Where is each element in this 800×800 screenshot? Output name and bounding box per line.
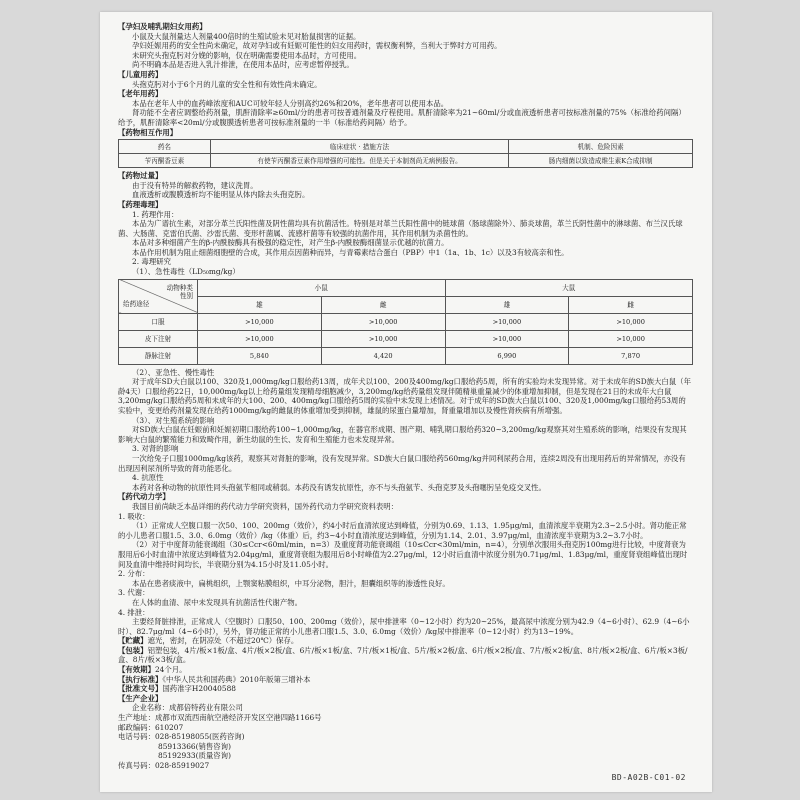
pk-absorption-text-2: （2）对于中度肾功能衰竭组（30≤Ccr<60ml/min，n=3）及重度肾功能衰竭组（10≤Ccr<30ml/min，n=4），分别单次服用头孢克肟100mg进行比较，中度肾衰为服用后6小时血清中浓度达到峰值为2.04μg/ml，重度肾衰组为服用后8小时峰值为2.27μg/ml，12小时后血清中浓度分别为0.71μg/ml、1.83μg/ml，重度肾衰组峰值出现时间及血清中维持时间均长，半衰期分别为4.15小时及11.05小时。 [118,540,688,569]
table-header-male: 雄 [198,296,322,313]
table-cell: >10,000 [198,313,322,330]
table-row [119,154,693,168]
table-header-rat: 大鼠 [445,279,693,296]
storage-text: 遮光，密封，在阴凉处（不超过20℃）保存。 [147,636,299,646]
manufacturer-fax: 传真号码：028-85919027 [118,761,210,770]
section-title-pk: 【药代动力学】 [118,492,170,502]
manufacturer-phone: 电话号码：028-85198055(医药咨询) [118,732,245,742]
package-line [118,646,693,665]
manufacturer-name: 企业名称：成都倍特药业有限公司 [132,703,243,713]
corner-label-sex: 性别 [179,292,193,301]
section-title-pregnancy: 【孕妇及哺乳期妇女用药】 [118,22,207,31]
table-cell: >10,000 [445,330,569,347]
table-header-mouse: 小鼠 [198,279,446,296]
standard-text: 《中华人民共和国药典》2010年版第三增补本 [162,674,311,684]
pharmacology-text-1: 本品为广谱抗生素，对部分革兰氏阳性菌及阴性菌均具有抗菌活性。特别是对革兰氏阳性菌中的链球菌（肠球菌除外）、肺炎球菌，革兰氏阴性菌中的淋球菌、布兰汉氏球菌、大肠菌、克雷伯氏菌、沙雷氏菌、变形杆菌属、流感杆菌等有较强的抗菌作用，其作用机制为杀菌性的。 [118,219,683,238]
section-title-package: 【包装】 [118,645,148,655]
pharmacology-text-2: 本品对多种细菌产生的β-内酰胺酶具有极强的稳定性，对产生β-内酰胺酶细菌显示优越的抗菌力。 [132,238,449,248]
section-title-approval: 【批准文号】 [118,684,163,694]
section-title-children: 【儿童用药】 [118,69,163,79]
table-cell: 4,420 [321,347,445,364]
drug-interaction-table [118,139,693,168]
table-header-row [119,296,693,313]
table-route-cell: 皮下注射 [119,330,198,347]
table-cell: >10,000 [321,313,445,330]
table-cell: 5,840 [198,347,322,364]
manufacturer-phone-sales: 85913366(销售咨询) [158,741,231,751]
table-cell: >10,000 [321,330,445,347]
table-row [119,330,693,347]
table-cell: >10,000 [569,313,693,330]
section-title-manufacturer: 【生产企业】 [118,693,163,703]
table-row [119,313,693,330]
section-title-interaction: 【药物相互作用】 [118,127,178,137]
section-title-elderly: 【老年用药】 [118,89,163,99]
kidney-title: 3. 对肾的影响 [132,444,179,454]
pk-intro: 我国目前尚缺乏本品详细的药代动力学研究资料，国外药代动力学研究资料表明： [132,501,399,511]
pk-metabolism-text: 在人体的血清、尿中未发现具有抗菌活性代谢产物。 [132,597,302,607]
pregnancy-text-4: 尚不明确本品是否进入乳汁排泄，在使用本品时，应考虑暂停授乳。 [132,60,354,70]
validity-line [118,665,693,675]
table-header-cell: 临床症状 · 措施方法 [210,140,508,154]
pk-distribution-text: 本品在患者痰液中，扁桃组织，上颚窦粘膜组织，中耳分泌物，胆汁，胆囊组织等的渗透性良好。 [132,578,450,588]
pk-excretion-title: 4. 排泄： [118,607,150,617]
manufacturer-postcode: 邮政编码：610207 [118,722,184,732]
pk-distribution-title: 2. 分布： [118,569,150,579]
table-header-female: 雌 [321,296,445,313]
pk-excretion-text: 主要经肾脏排泄，正常成人（空腹时）口服50、100、200mg（效价），尿中排泄率（0~12小时）约为20~25%，最高尿中浓度分别为42.9（4~6小时）、62.9（4~6小时）、82.7μg/ml（4~6小时），另外，肾功能正常的小儿患者口服1.5、3.0、6.0mg（效价）/kg尿中排泄率（0~12小时）约为13~19%。 [118,617,690,636]
storage-line [118,636,693,646]
pregnancy-text-1: 小鼠及大鼠剂量达人剂量400倍时的生殖试验未见对胎鼠损害的证据。 [132,31,361,41]
pharmacology-text-3: 本品作用机制为阻止细菌细胞壁的合成，其作用点因菌种而异，与青霉素结合蛋白（PBP）中1（1a、1b、1c）以及3有较高亲和性。 [132,247,569,257]
manufacturer-phone-quality: 85192933(质量咨询) [158,751,231,761]
pk-metabolism-title: 3. 代谢： [118,588,150,598]
document-code: BD-A02B-C01-02 [611,773,686,782]
leaflet-sheet [100,12,712,792]
table-header-row [119,279,693,296]
pregnancy-text-3: 未研究头孢克肟对分娩的影响，仅在明确需要使用本品时，方可使用。 [132,50,362,60]
approval-line [118,684,693,694]
table-cell: 肠内细菌以致造成维生素K合成抑制 [509,154,693,168]
pk-absorption-title: 1. 吸收： [118,511,150,521]
leaflet-content [118,22,693,771]
table-corner-cell [119,279,198,313]
table-cell: 苄丙酮香豆素 [119,154,211,168]
antigenicity-text: 本药对各种动物的抗原性同头孢氨苄相同或稍弱。本药没有诱发抗原性，亦不与头孢氨苄、头孢克罗及头孢噻肟呈免疫交叉性。 [132,482,546,492]
section-title-validity: 【有效期】 [118,665,155,675]
table-cell: >10,000 [198,330,322,347]
table-cell: 7,870 [569,347,693,364]
validity-text: 24个月。 [154,665,187,675]
table-header-male: 雄 [445,296,569,313]
corner-label-species: 动物种类 [166,284,193,293]
section-title-overdose: 【药物过量】 [118,171,163,181]
table-header-cell: 药名 [119,140,211,154]
manufacturer-address: 生产地址：成都市双流西南航空港经济开发区空港四路1166号 [118,713,322,723]
approval-text: 国药准字H20040588 [162,684,236,694]
table-route-cell: 静脉注射 [119,347,198,364]
table-row [119,347,693,364]
pregnancy-text-2: 孕妇妊娠用药的安全性尚未确定，故对孕妇或有妊娠可能性的妇女用药时，需权衡利弊，当利大于弊时方可用药。 [132,41,502,51]
table-header-female: 雌 [569,296,693,313]
table-cell: 有使苄丙酮香豆素作用增强的可能性。但是关于本制剂尚无病例报告。 [210,154,508,168]
table-cell: 6,990 [445,347,569,364]
corner-label-route: 给药途径 [123,300,150,309]
table-cell: >10,000 [569,330,693,347]
children-text: 头孢克肟对小于6个月的儿童的安全性和有效性尚未确定。 [132,79,322,89]
section-title-storage: 【贮藏】 [118,636,148,646]
reproductive-text: 对SD族大白鼠在妊娠前和妊娠初期口服给药100~1,000mg/kg，在器官形成期、围产期、哺乳期口服给药320~3,200mg/kg观察其对生殖系统的影响，结果没有发现其影响大白鼠的繁殖能力和致畸作用，新生幼鼠的生长、发育和生殖能力也未发现异常。 [118,425,687,444]
kidney-text: 一次给兔子口服1000mg/kg该药，观察其对肾脏的影响，没有发现异常。SD族大白鼠口服给药560mg/kg并同利尿药合用，连续2周没有出现用药后的异常情况，亦没有出现因利尿剂所导致的肾功能恶化。 [118,454,686,473]
section-title-standard: 【执行标准】 [118,674,163,684]
reproductive-title: （3）、对生殖系统的影响 [132,415,215,425]
table-header-cell: 机制、危险因素 [509,140,693,154]
elderly-text-1: 本品在老年人中的血药峰浓度和AUC可较年轻人分别高约26%和20%，老年患者可以使用本品。 [132,98,449,108]
antigenicity-title: 4. 抗原性 [132,473,164,483]
elderly-text-2: 肾功能不全者应调整给药剂量，肌酐清除率≥60ml/分的患者可按普通剂量及疗程使用。肌酐清除率为21~60ml/分或血液透析患者可按标准剂量的75%（标准给药间隔）给予，肌酐清除率<20ml/分或腹膜透析患者可按标准剂量的一半（标准给药间隔）给予。 [118,108,686,127]
pharmacology-subtitle-2: 2. 毒理研究 [132,257,171,267]
section-title-pharmacology: 【药理毒理】 [118,199,163,209]
table-header-row [119,140,693,154]
pharmacology-subtitle-1: 1. 药理作用： [132,209,179,219]
acute-toxicity-table [118,279,693,365]
overdose-text-2: 血液透析或腹膜透析均不能明显从体内除去头孢克肟。 [132,190,310,200]
table-route-cell: 口服 [119,313,198,330]
standard-line [118,675,693,685]
overdose-text-1: 由于没有特异的解救药物，建议洗胃。 [132,180,258,190]
package-text: 铝塑包装，4片/板×1板/盒、4片/板×2板/盒、6片/板×1板/盒、7片/板×1板/盒、5片/板×2板/盒、6片/板×2板/盒、7片/板×2板/盒、8片/板×2板/盒、6片/板×3板/盒、8片/板×3板/盒。 [118,645,688,665]
table-cell: >10,000 [445,313,569,330]
subacute-toxicity-text: 对于成年SD大白鼠以100、320及1,000mg/kg口服给药13周，成年犬以100、200及400mg/kg口服给药5周，所有的实验均未发现异常。对于未成年的SD族大白鼠（年龄4天）口服给药22日，10,000mg/kg以上给药量组发现精母细胞减少，3,200mg/kg给药量组发现伴随精巢重量减少的体重增加抑制，但是发现在21日的未成年大白鼠3,200mg/kg口服给药5周和未成年的大100、200、400mg/kg口服给药5周的实验中未发现上述情况。对于成年的SD族大白鼠以100、320及1,000mg/kg口服给药53周的实验中，变更给药剂量发现在给药1000mg/kg的雌鼠的体重增加受到抑制，雄鼠的尿蛋白量增加，肾重量增加以及慢性肾疾病有所增强。 [118,377,691,416]
acute-toxicity-title: （1）、急性毒性（LD₅₀mg/kg） [132,267,240,277]
pk-absorption-text-1: （1）正常成人空腹口服一次50、100、200mg（效价），约4小时后血清浓度达到峰值，分别为0.69、1.13、1.95μg/ml，血清浓度半衰期为2.3~2.5小时。肾功能正常的小儿患者口服1.5、3.0、6.0mg（效价）/kg（体重）后，约3~4小时血清浓度达到峰值，分别为1.14、2.01、3.97μg/ml，血清浓度半衰期为3.2~3.7小时。 [118,521,687,540]
subacute-toxicity-title: （2）、亚急性、慢性毒性 [132,367,215,377]
